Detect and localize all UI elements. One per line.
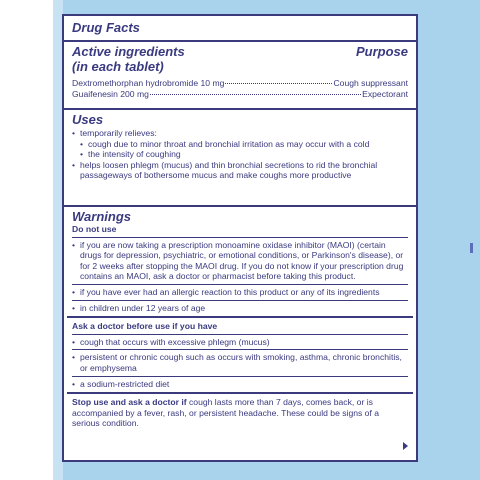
- drug-facts-panel: [62, 14, 418, 462]
- warning-item: • in children under 12 years of age: [72, 303, 408, 314]
- divider: [72, 300, 408, 301]
- divider: [64, 40, 416, 42]
- warning-item: • if you are now taking a prescription monoamine oxidase inhibitor (MAOI) (certain drugs for depression, psychiatric, or emotional conditions, or Parkinson's disease), or for 2 weeks after stopping the MAOI drug. If you do not know if your prescription drug contains an MAOI, ask a doctor or pharmacist before taking this product.: [72, 240, 408, 282]
- divider: [67, 316, 413, 318]
- warning-item: • a sodium-restricted diet: [72, 379, 408, 390]
- uses-item: • the intensity of coughing: [80, 149, 408, 160]
- stop-use-text: cough lasts more than 7 days, comes back, or is accompanied by a fever, rash, or persistent headache. These could be signs of a serious condition.: [72, 397, 380, 429]
- warning-item: • if you have ever had an allergic reaction to this product or any of its ingredients: [72, 287, 408, 298]
- active-ingredients-section: [67, 44, 413, 100]
- active-ingredients-subheading: (in each tablet): [72, 59, 164, 74]
- stop-use-heading: Stop use and ask a doctor if: [72, 397, 187, 408]
- uses-section: [67, 112, 413, 181]
- stop-use-paragraph: [72, 397, 408, 429]
- divider: [72, 237, 408, 238]
- warnings-section: [67, 209, 413, 429]
- active-ingredients-heading: Active ingredients: [72, 44, 185, 59]
- purpose-heading: Purpose: [355, 44, 408, 59]
- continue-arrow-icon: [403, 442, 408, 450]
- ask-doctor-heading: Ask a doctor before use if you have: [72, 321, 218, 332]
- leader-dots: [150, 94, 361, 95]
- uses-heading: Uses: [72, 112, 104, 127]
- divider: [64, 108, 416, 110]
- ingredient-name: Dextromethorphan hydrobromide 10 mg: [72, 78, 225, 88]
- uses-item: • helps loosen phlegm (mucus) and thin bronchial secretions to rid the bronchial passageways of bothersome mucus and make coughs more productive: [72, 160, 408, 181]
- divider: [67, 392, 413, 394]
- ingredient-name: Guaifenesin 200 mg: [72, 89, 149, 99]
- ingredient-row: [72, 89, 408, 100]
- ingredient-purpose: Cough suppressant: [333, 78, 408, 88]
- do-not-use-heading: Do not use: [72, 224, 117, 234]
- warnings-heading: Warnings: [72, 209, 131, 224]
- drug-facts-title: Drug Facts: [72, 20, 140, 35]
- divider: [64, 205, 416, 207]
- packaging-mark: [470, 243, 473, 253]
- warning-item: • cough that occurs with excessive phlegm (mucus): [72, 337, 408, 348]
- uses-item: • temporarily relieves:: [72, 128, 408, 139]
- divider: [72, 334, 408, 335]
- divider: [72, 284, 408, 285]
- warning-item: • persistent or chronic cough such as occurs with smoking, asthma, chronic bronchitis, or emphysema: [72, 352, 408, 373]
- uses-item: • cough due to minor throat and bronchial irritation as may occur with a cold: [80, 139, 408, 150]
- leader-dots: [225, 83, 332, 84]
- ingredient-purpose: Expectorant: [362, 89, 408, 99]
- divider: [72, 376, 408, 377]
- drug-facts-header: [67, 20, 413, 35]
- divider: [72, 349, 408, 350]
- ingredient-row: [72, 78, 408, 89]
